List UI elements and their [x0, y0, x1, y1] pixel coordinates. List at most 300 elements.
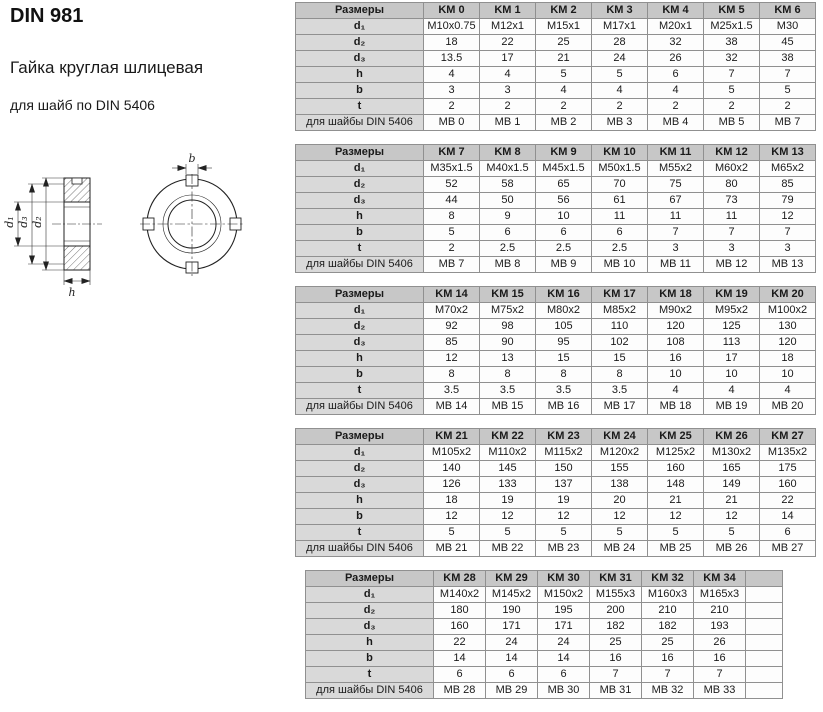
column-header: KM 18	[648, 287, 704, 303]
cell-value: MB 14	[424, 399, 480, 415]
cell-value: 148	[648, 477, 704, 493]
cell-value: 85	[424, 335, 480, 351]
cell-value: MB 23	[536, 541, 592, 557]
cell-value: 2	[424, 241, 480, 257]
table-row	[296, 115, 816, 131]
cell-value: 8	[592, 367, 648, 383]
cell-value: MB 13	[760, 257, 816, 273]
cell-value: M145x2	[486, 587, 538, 603]
column-header: KM 19	[704, 287, 760, 303]
table-row	[306, 683, 783, 699]
cell-value: 171	[538, 619, 590, 635]
row-label: для шайбы DIN 5406	[296, 115, 424, 131]
cell-value	[746, 667, 783, 683]
cell-value: 95	[536, 335, 592, 351]
cell-value: 12	[536, 509, 592, 525]
column-header: KM 23	[536, 429, 592, 445]
cell-value: 3.5	[592, 383, 648, 399]
table-row	[296, 193, 816, 209]
cell-value: 15	[536, 351, 592, 367]
cell-value: 3	[648, 241, 704, 257]
cell-value: M45x1.5	[536, 161, 592, 177]
cell-value: 70	[592, 177, 648, 193]
cell-value: M35x1.5	[424, 161, 480, 177]
table-row	[296, 477, 816, 493]
cell-value: 61	[592, 193, 648, 209]
cell-value: 10	[704, 367, 760, 383]
table-row	[306, 619, 783, 635]
row-label: b	[306, 651, 434, 667]
cell-value: 160	[648, 461, 704, 477]
table-row	[306, 635, 783, 651]
cell-value	[746, 619, 783, 635]
cell-value	[746, 603, 783, 619]
cell-value: 2	[480, 99, 536, 115]
cell-value: 92	[424, 319, 480, 335]
column-header: KM 30	[538, 571, 590, 587]
row-label: d₂	[306, 603, 434, 619]
cell-value: 2	[536, 99, 592, 115]
cell-value: 3	[760, 241, 816, 257]
cell-value: 138	[592, 477, 648, 493]
column-header: KM 1	[480, 3, 536, 19]
row-label: для шайбы DIN 5406	[296, 541, 424, 557]
cell-value: 4	[536, 83, 592, 99]
column-header: KM 4	[648, 3, 704, 19]
cell-value: 193	[694, 619, 746, 635]
table-row	[296, 99, 816, 115]
size-header: Размеры	[296, 3, 424, 19]
column-header: KM 29	[486, 571, 538, 587]
column-header	[746, 571, 783, 587]
table-row	[296, 399, 816, 415]
table-row	[296, 209, 816, 225]
header-row	[296, 429, 816, 445]
cell-value: 7	[704, 67, 760, 83]
cell-value: 4	[648, 83, 704, 99]
table-row	[296, 461, 816, 477]
size-header: Размеры	[296, 145, 424, 161]
cell-value: 26	[648, 51, 704, 67]
front-view	[140, 174, 244, 276]
cell-value: 6	[486, 667, 538, 683]
table-row	[296, 241, 816, 257]
cell-value: M70x2	[424, 303, 480, 319]
table-row	[296, 383, 816, 399]
spec-table-2	[295, 144, 816, 273]
slot-width-dimension	[172, 164, 212, 174]
cell-value: 98	[480, 319, 536, 335]
cell-value: 160	[434, 619, 486, 635]
table-row	[296, 445, 816, 461]
cell-value: 12	[592, 509, 648, 525]
table-row	[306, 651, 783, 667]
cell-value: 17	[704, 351, 760, 367]
cell-value: 12	[424, 351, 480, 367]
cell-value: 4	[704, 383, 760, 399]
header-row	[306, 571, 783, 587]
cell-value: 165	[704, 461, 760, 477]
row-label: d₂	[296, 35, 424, 51]
cell-value: M95x2	[704, 303, 760, 319]
cell-value: 145	[480, 461, 536, 477]
cell-value: 171	[486, 619, 538, 635]
cell-value: 120	[648, 319, 704, 335]
cell-value: M115x2	[536, 445, 592, 461]
cell-value	[746, 651, 783, 667]
cell-value: 25	[590, 635, 642, 651]
cell-value: 2	[704, 99, 760, 115]
cell-value: 4	[648, 383, 704, 399]
cell-value: 175	[760, 461, 816, 477]
cell-value: 200	[590, 603, 642, 619]
cell-value: 5	[760, 83, 816, 99]
cell-value: 2	[648, 99, 704, 115]
cell-value: 21	[536, 51, 592, 67]
cell-value: 126	[424, 477, 480, 493]
cell-value: 14	[434, 651, 486, 667]
column-header: KM 17	[592, 287, 648, 303]
cell-value: 6	[648, 67, 704, 83]
page-note: для шайб по DIN 5406	[10, 97, 155, 113]
table-row	[296, 541, 816, 557]
column-header: KM 15	[480, 287, 536, 303]
cell-value: MB 15	[480, 399, 536, 415]
cell-value: 3.5	[480, 383, 536, 399]
cell-value: 26	[694, 635, 746, 651]
header-row	[296, 287, 816, 303]
table-row	[296, 225, 816, 241]
cell-value: MB 1	[480, 115, 536, 131]
cell-value: 19	[536, 493, 592, 509]
cell-value: 80	[704, 177, 760, 193]
cell-value: 10	[760, 367, 816, 383]
column-header: KM 7	[424, 145, 480, 161]
cell-value: M105x2	[424, 445, 480, 461]
column-header: KM 13	[760, 145, 816, 161]
cell-value: M130x2	[704, 445, 760, 461]
table-row	[296, 335, 816, 351]
column-header: KM 24	[592, 429, 648, 445]
cell-value: 3	[704, 241, 760, 257]
row-label: для шайбы DIN 5406	[296, 399, 424, 415]
cell-value	[746, 587, 783, 603]
cell-value: M140x2	[434, 587, 486, 603]
table-row	[296, 67, 816, 83]
cell-value: MB 24	[592, 541, 648, 557]
cell-value: M20x1	[648, 19, 704, 35]
cell-value	[746, 683, 783, 699]
cell-value: 45	[760, 35, 816, 51]
cell-value	[746, 635, 783, 651]
cell-value: M50x1.5	[592, 161, 648, 177]
size-header: Размеры	[306, 571, 434, 587]
cell-value: M30	[760, 19, 816, 35]
cell-value: 2	[760, 99, 816, 115]
cell-value: 16	[642, 651, 694, 667]
cell-value: 16	[648, 351, 704, 367]
cell-value: 22	[434, 635, 486, 651]
side-view	[52, 178, 102, 270]
cell-value: M80x2	[536, 303, 592, 319]
cell-value: M120x2	[592, 445, 648, 461]
table-row	[296, 509, 816, 525]
size-header: Размеры	[296, 429, 424, 445]
column-header: KM 12	[704, 145, 760, 161]
cell-value: 140	[424, 461, 480, 477]
cell-value: 8	[424, 209, 480, 225]
cell-value: 18	[424, 493, 480, 509]
cell-value: 7	[760, 225, 816, 241]
cell-value: 11	[648, 209, 704, 225]
cell-value: 24	[592, 51, 648, 67]
cell-value: 4	[592, 83, 648, 99]
cell-value: MB 16	[536, 399, 592, 415]
cell-value: 12	[760, 209, 816, 225]
cell-value: 210	[642, 603, 694, 619]
cell-value: 5	[424, 525, 480, 541]
row-label: d₃	[296, 335, 424, 351]
column-header: KM 20	[760, 287, 816, 303]
cell-value: 18	[760, 351, 816, 367]
cell-value: M110x2	[480, 445, 536, 461]
cell-value: 4	[480, 67, 536, 83]
dim-label-d3: d₃	[17, 216, 30, 228]
cell-value: MB 5	[704, 115, 760, 131]
cell-value: MB 29	[486, 683, 538, 699]
cell-value: 16	[694, 651, 746, 667]
cell-value: M25x1.5	[704, 19, 760, 35]
cell-value: M155x3	[590, 587, 642, 603]
table-row	[306, 587, 783, 603]
table-row	[296, 51, 816, 67]
cell-value: 73	[704, 193, 760, 209]
cell-value: MB 21	[424, 541, 480, 557]
column-header: KM 9	[536, 145, 592, 161]
cell-value: MB 28	[434, 683, 486, 699]
cell-value: 133	[480, 477, 536, 493]
row-label: d₂	[296, 461, 424, 477]
table-row	[296, 367, 816, 383]
technical-drawing	[2, 150, 272, 318]
cell-value: 5	[592, 525, 648, 541]
cell-value: 6	[536, 225, 592, 241]
column-header: KM 3	[592, 3, 648, 19]
cell-value: 44	[424, 193, 480, 209]
column-header: KM 22	[480, 429, 536, 445]
cell-value: MB 11	[648, 257, 704, 273]
spec-table-1	[295, 2, 816, 131]
table-row	[306, 667, 783, 683]
cell-value: 6	[538, 667, 590, 683]
row-label: для шайбы DIN 5406	[296, 257, 424, 273]
cell-value: M65x2	[760, 161, 816, 177]
cell-value: 17	[480, 51, 536, 67]
cell-value: 180	[434, 603, 486, 619]
table-row	[296, 525, 816, 541]
cell-value: 5	[704, 83, 760, 99]
cell-value: 3	[480, 83, 536, 99]
cell-value: 13	[480, 351, 536, 367]
cell-value: M17x1	[592, 19, 648, 35]
spec-table-3	[295, 286, 816, 415]
column-header: KM 5	[704, 3, 760, 19]
cell-value: 32	[648, 35, 704, 51]
cell-value: 182	[590, 619, 642, 635]
cell-value: 4	[424, 67, 480, 83]
cell-value: M100x2	[760, 303, 816, 319]
cell-value: 3.5	[424, 383, 480, 399]
cell-value: M10x0.75	[424, 19, 480, 35]
cell-value: 11	[592, 209, 648, 225]
cell-value: 105	[536, 319, 592, 335]
cell-value: 52	[424, 177, 480, 193]
row-label: t	[296, 525, 424, 541]
cell-value: MB 33	[694, 683, 746, 699]
cell-value: 190	[486, 603, 538, 619]
cell-value: 21	[704, 493, 760, 509]
row-label: b	[296, 509, 424, 525]
table-row	[306, 603, 783, 619]
column-header: KM 11	[648, 145, 704, 161]
cell-value: 3.5	[536, 383, 592, 399]
column-header: KM 26	[704, 429, 760, 445]
cell-value: MB 8	[480, 257, 536, 273]
cell-value: 6	[592, 225, 648, 241]
size-header: Размеры	[296, 287, 424, 303]
cell-value: M165x3	[694, 587, 746, 603]
cell-value: 182	[642, 619, 694, 635]
header-row	[296, 3, 816, 19]
cell-value: 8	[424, 367, 480, 383]
cell-value: 9	[480, 209, 536, 225]
cell-value: 12	[704, 509, 760, 525]
cell-value: 2.5	[536, 241, 592, 257]
column-header: KM 2	[536, 3, 592, 19]
cell-value: 5	[536, 525, 592, 541]
row-label: h	[296, 493, 424, 509]
cell-value: 5	[704, 525, 760, 541]
cell-value: 160	[760, 477, 816, 493]
cell-value: 90	[480, 335, 536, 351]
cell-value: 14	[760, 509, 816, 525]
cell-value: 19	[480, 493, 536, 509]
cell-value: 14	[486, 651, 538, 667]
cell-value: 32	[704, 51, 760, 67]
cell-value: MB 25	[648, 541, 704, 557]
row-label: d₁	[296, 445, 424, 461]
row-label: d₂	[296, 319, 424, 335]
cell-value: 6	[480, 225, 536, 241]
row-label: d₃	[296, 51, 424, 67]
page-subtitle: Гайка круглая шлицевая	[10, 58, 204, 77]
cell-value: 2	[592, 99, 648, 115]
cell-value: 22	[480, 35, 536, 51]
table-row	[296, 303, 816, 319]
cell-value: M55x2	[648, 161, 704, 177]
cell-value: M125x2	[648, 445, 704, 461]
cell-value: 2.5	[480, 241, 536, 257]
column-header: KM 25	[648, 429, 704, 445]
dim-label-d2: d₂	[31, 216, 44, 228]
row-label: d₃	[296, 193, 424, 209]
cell-value: MB 7	[760, 115, 816, 131]
column-header: KM 14	[424, 287, 480, 303]
cell-value: 7	[642, 667, 694, 683]
row-label: b	[296, 225, 424, 241]
table-row	[296, 83, 816, 99]
cell-value: M60x2	[704, 161, 760, 177]
dim-label-d1: d₁	[3, 216, 16, 228]
row-label: d₁	[306, 587, 434, 603]
cell-value: M85x2	[592, 303, 648, 319]
cell-value: 12	[480, 509, 536, 525]
tables-container	[295, 2, 816, 712]
row-label: t	[306, 667, 434, 683]
dim-label-h: h	[68, 286, 76, 299]
cell-value: 113	[704, 335, 760, 351]
cell-value: 8	[536, 367, 592, 383]
cell-value: 25	[642, 635, 694, 651]
cell-value: MB 7	[424, 257, 480, 273]
cell-value: 5	[648, 525, 704, 541]
cell-value: 137	[536, 477, 592, 493]
cell-value: M160x3	[642, 587, 694, 603]
cell-value: MB 2	[536, 115, 592, 131]
cell-value: 58	[480, 177, 536, 193]
cell-value: MB 20	[760, 399, 816, 415]
table-row	[296, 161, 816, 177]
cell-value: 79	[760, 193, 816, 209]
table-row	[296, 35, 816, 51]
cell-value: 11	[704, 209, 760, 225]
cell-value: 108	[648, 335, 704, 351]
cell-value: 56	[536, 193, 592, 209]
dim-label-b: b	[188, 152, 196, 165]
cell-value: 149	[704, 477, 760, 493]
cell-value: M15x1	[536, 19, 592, 35]
cell-value: M12x1	[480, 19, 536, 35]
cell-value: 4	[760, 383, 816, 399]
cell-value: 18	[424, 35, 480, 51]
table-row	[296, 319, 816, 335]
row-label: d₁	[296, 303, 424, 319]
cell-value: 155	[592, 461, 648, 477]
cell-value: 50	[480, 193, 536, 209]
column-header: KM 31	[590, 571, 642, 587]
column-header: KM 34	[694, 571, 746, 587]
cell-value: 6	[434, 667, 486, 683]
cell-value: 5	[592, 67, 648, 83]
cell-value: M150x2	[538, 587, 590, 603]
cell-value: 65	[536, 177, 592, 193]
row-label: d₃	[296, 477, 424, 493]
cell-value: 24	[486, 635, 538, 651]
cell-value: M40x1.5	[480, 161, 536, 177]
cell-value: MB 0	[424, 115, 480, 131]
cell-value: 7	[694, 667, 746, 683]
column-header: KM 16	[536, 287, 592, 303]
table-row	[296, 19, 816, 35]
cell-value: 195	[538, 603, 590, 619]
row-label: h	[306, 635, 434, 651]
cell-value: MB 22	[480, 541, 536, 557]
cell-value: 10	[536, 209, 592, 225]
row-label: b	[296, 367, 424, 383]
row-label: t	[296, 99, 424, 115]
cell-value: 67	[648, 193, 704, 209]
cell-value: 2	[424, 99, 480, 115]
